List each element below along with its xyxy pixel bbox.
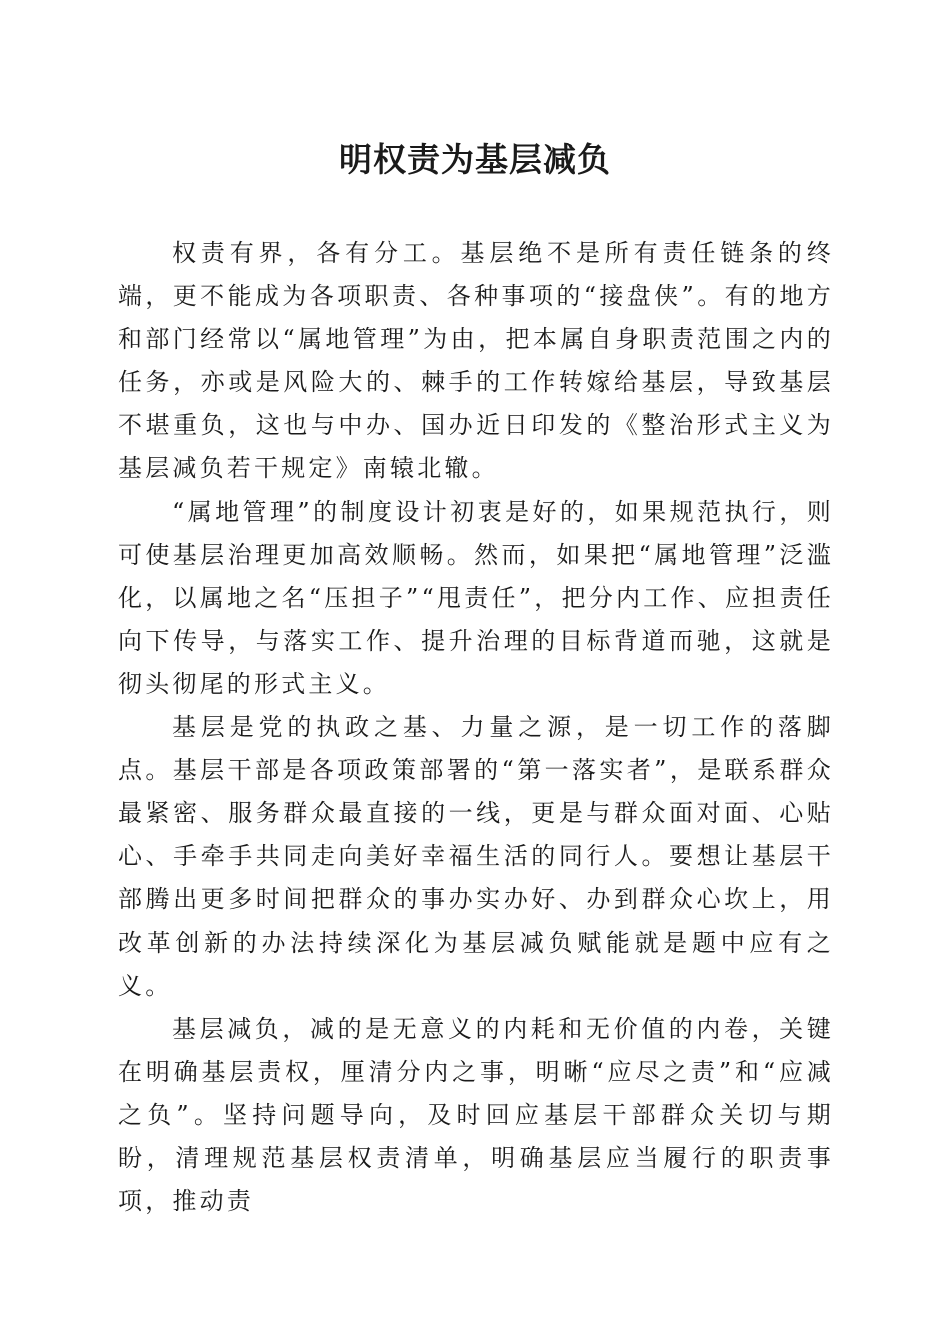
paragraph-2: “属地管理”的制度设计初衷是好的，如果规范执行，则可使基层治理更加高效顺畅。然而，如果把“属地管理”泛滥化，以属地之名“压担子”“甩责任”，把分内工作、应担责任向下传导，与落实工作、提升治理的目标背道而驰，这就是彻头彻尾的形式主义。	[118, 497, 834, 698]
paragraph-3: 基层是党的执政之基、力量之源，是一切工作的落脚点。基层干部是各项政策部署的“第一落实者”，是联系群众最紧密、服务群众最直接的一线，更是与群众面对面、心贴心、手牵手共同走向美好幸福生活的同行人。要想让基层干部腾出更多时间把群众的事办实办好、办到群众心坎上，用改革创新的办法持续深化为基层减负赋能就是题中应有之义。	[118, 713, 834, 1000]
document-body	[118, 232, 834, 1223]
paragraph-1: 权责有界，各有分工。基层绝不是所有责任链条的终端，更不能成为各项职责、各种事项的“接盘侠”。有的地方和部门经常以“属地管理”为由，把本属自身职责范围之内的任务，亦或是风险大的、棘手的工作转嫁给基层，导致基层不堪重负，这也与中办、国办近日印发的《整治形式主义为基层减负若干规定》南辕北辙。	[118, 239, 834, 483]
document-title: 明权责为基层减负	[339, 140, 611, 179]
paragraph-4: 基层减负，减的是无意义的内耗和无价值的内卷，关键在明确基层责权，厘清分内之事，明晰“应尽之责”和“应减之负”。坚持问题导向，及时回应基层干部群众关切与期盼，清理规范基层权责清单，明确基层应当履行的职责事项，推动责	[118, 1014, 834, 1216]
